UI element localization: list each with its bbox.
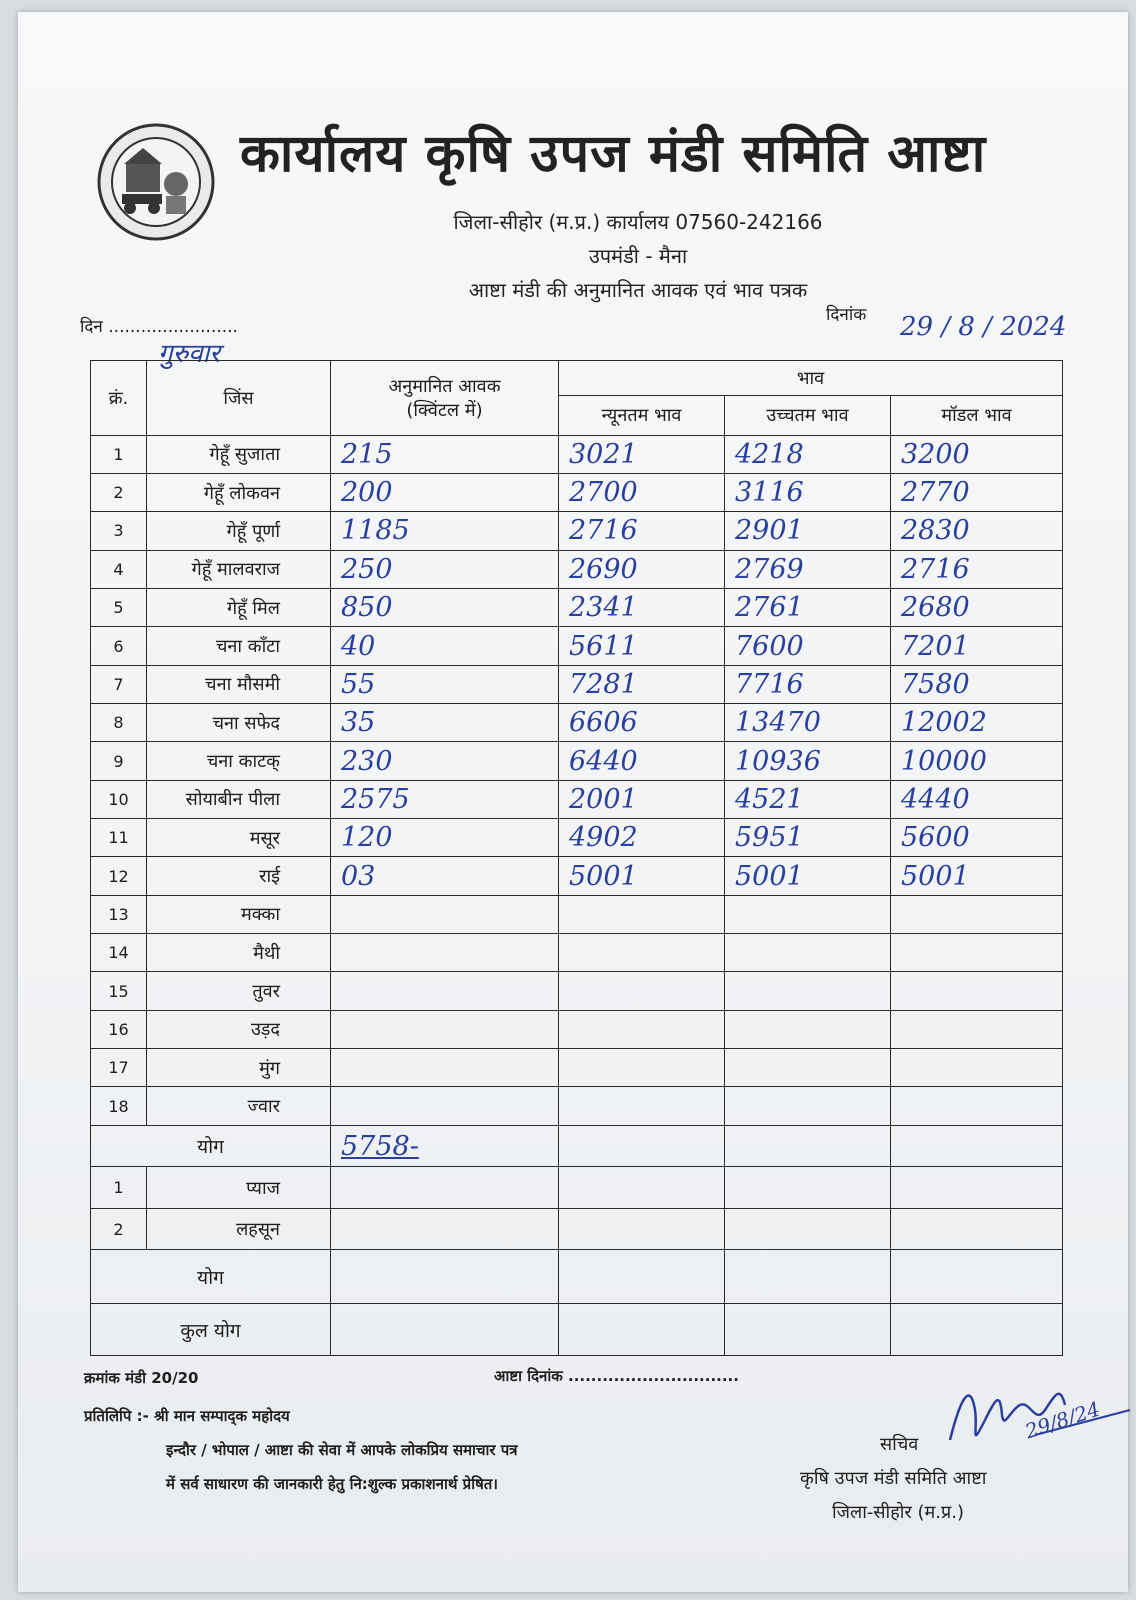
veg-crop: प्याज [147, 1167, 331, 1208]
row-arrival: 850 [331, 589, 559, 627]
veg-empty-cell [725, 1167, 891, 1208]
table-row [91, 857, 1063, 895]
copy-line-2: इन्दौर / भोपाल / आष्टा की सेवा में आपके लोकप्रिय समाचार पत्र [166, 1441, 518, 1459]
row-crop: सोयाबीन पीला [147, 780, 331, 818]
table-row [91, 780, 1063, 818]
row-min-price [559, 972, 725, 1010]
row-model-price: 2680 [891, 589, 1063, 627]
row-model-price: 2770 [891, 473, 1063, 511]
total-arrival: 5758- [331, 1125, 559, 1166]
row-min-price: 3021 [559, 435, 725, 473]
row-max-price [725, 895, 891, 933]
table-row [91, 895, 1063, 933]
row-crop: मक्का [147, 895, 331, 933]
row-crop: चना काटक् [147, 742, 331, 780]
row-min-price [559, 934, 725, 972]
copy-line-1: प्रतिलिपि :- श्री मान सम्पाद्क महोदय [84, 1407, 290, 1425]
arrival-unit: (क्विंटल में) [406, 399, 483, 421]
row-crop: तुवर [147, 972, 331, 1010]
table-row [91, 1049, 1063, 1087]
table-row [91, 589, 1063, 627]
col-header-sn: क्रं. [91, 361, 147, 436]
row-sn: 16 [91, 1010, 147, 1048]
row-max-price: 2769 [725, 550, 891, 588]
row-crop: उड़द [147, 1010, 331, 1048]
row-crop: चना सफेद [147, 704, 331, 742]
veg-body [91, 1167, 1063, 1250]
table-row [91, 665, 1063, 703]
row-sn: 11 [91, 819, 147, 857]
row-model-price: 2830 [891, 512, 1063, 550]
table-row [91, 512, 1063, 550]
row-sn: 3 [91, 512, 147, 550]
price-table [90, 360, 1063, 1356]
office-title: कार्यालय कृषि उपज मंडी समिति आष्टा [240, 124, 987, 184]
row-arrival: 120 [331, 819, 559, 857]
row-min-price: 2341 [559, 589, 725, 627]
veg-empty-cell [331, 1208, 559, 1249]
day-handwritten: गुरुवार [158, 339, 221, 369]
row-min-price: 4902 [559, 819, 725, 857]
row-crop: राई [147, 857, 331, 895]
row-arrival: 250 [331, 550, 559, 588]
veg-empty-cell [559, 1208, 725, 1249]
col-header-min: न्यूनतम भाव [559, 396, 725, 435]
row-min-price [559, 1087, 725, 1125]
row-min-price: 5611 [559, 627, 725, 665]
grand-total-arrival [331, 1304, 559, 1356]
table-row [91, 934, 1063, 972]
row-sn: 13 [91, 895, 147, 933]
row-model-price: 5001 [891, 857, 1063, 895]
row-arrival: 1185 [331, 512, 559, 550]
row-crop: गेहूँ लोकवन [147, 473, 331, 511]
row-max-price [725, 1087, 891, 1125]
row-arrival: 40 [331, 627, 559, 665]
row-min-price: 7281 [559, 665, 725, 703]
row-crop: गेहूँ मिल [147, 589, 331, 627]
veg-total-arrival [331, 1250, 559, 1304]
row-sn: 5 [91, 589, 147, 627]
row-sn: 1 [91, 435, 147, 473]
row-crop: गेहूँ पूर्णा [147, 512, 331, 550]
col-header-model: मॉडल भाव [891, 396, 1063, 435]
col-header-price: भाव [559, 361, 1063, 396]
copy-line-3: में सर्व साधारण की जानकारी हेतु नि:शुल्क प्रकाशनार्थ प्रेषित। [166, 1475, 498, 1493]
veg-row [91, 1167, 1063, 1208]
row-min-price [559, 1010, 725, 1048]
table-row [91, 1087, 1063, 1125]
row-min-price: 6440 [559, 742, 725, 780]
row-max-price [725, 1010, 891, 1048]
row-max-price: 3116 [725, 473, 891, 511]
veg-empty-cell [891, 1167, 1063, 1208]
row-min-price: 2001 [559, 780, 725, 818]
row-max-price [725, 1049, 891, 1087]
row-min-price: 2716 [559, 512, 725, 550]
ashta-date-line: आष्टा दिनांक .............................. [494, 1367, 739, 1385]
row-arrival [331, 895, 559, 933]
table-row [91, 435, 1063, 473]
row-max-price: 5001 [725, 857, 891, 895]
row-model-price [891, 934, 1063, 972]
row-max-price [725, 934, 891, 972]
row-sn: 9 [91, 742, 147, 780]
row-min-price [559, 1049, 725, 1087]
row-max-price: 13470 [725, 704, 891, 742]
table-row [91, 550, 1063, 588]
row-arrival [331, 934, 559, 972]
row-crop: चना मौसमी [147, 665, 331, 703]
row-model-price: 3200 [891, 435, 1063, 473]
row-model-price [891, 1010, 1063, 1048]
row-max-price: 5951 [725, 819, 891, 857]
row-model-price: 7201 [891, 627, 1063, 665]
row-sn: 12 [91, 857, 147, 895]
row-min-price [559, 895, 725, 933]
row-model-price: 10000 [891, 742, 1063, 780]
row-sn: 7 [91, 665, 147, 703]
row-model-price: 4440 [891, 780, 1063, 818]
sub-mandi-name: उपमंडी - मैना [588, 244, 688, 268]
table-row [91, 819, 1063, 857]
office-name: कृषि उपज मंडी समिति आष्टा [800, 1468, 987, 1489]
row-min-price: 2690 [559, 550, 725, 588]
row-arrival [331, 972, 559, 1010]
total-max [725, 1125, 891, 1166]
veg-total-label: योग [91, 1250, 331, 1304]
row-arrival: 2575 [331, 780, 559, 818]
table-body [91, 435, 1063, 1125]
grand-total-min [559, 1304, 725, 1356]
row-max-price: 10936 [725, 742, 891, 780]
row-model-price: 7580 [891, 665, 1063, 703]
row-crop: गेहूँ सुजाता [147, 435, 331, 473]
row-sn: 2 [91, 473, 147, 511]
veg-empty-cell [725, 1208, 891, 1249]
secretary-label: सचिव [880, 1434, 919, 1455]
ref-number: क्रमांक मंडी 20/20 [84, 1369, 199, 1387]
grand-total-label: कुल योग [91, 1304, 331, 1356]
row-crop: गेहूँ मालवराज [147, 550, 331, 588]
date-label: दिनांक [826, 305, 867, 325]
row-model-price: 12002 [891, 704, 1063, 742]
row-min-price: 2700 [559, 473, 725, 511]
table-row [91, 742, 1063, 780]
row-arrival: 55 [331, 665, 559, 703]
veg-row [91, 1208, 1063, 1249]
row-max-price [725, 972, 891, 1010]
date-handwritten: 29 / 8 / 2024 [900, 312, 1067, 342]
row-max-price: 4521 [725, 780, 891, 818]
row-arrival: 03 [331, 857, 559, 895]
row-arrival: 215 [331, 435, 559, 473]
veg-total-min [559, 1250, 725, 1304]
day-label: दिन ........................ [80, 317, 238, 337]
row-sn: 4 [91, 550, 147, 588]
table-row [91, 972, 1063, 1010]
row-max-price: 2761 [725, 589, 891, 627]
row-sn: 14 [91, 934, 147, 972]
row-max-price: 2901 [725, 512, 891, 550]
row-arrival: 230 [331, 742, 559, 780]
row-crop: मैथी [147, 934, 331, 972]
table-row [91, 473, 1063, 511]
row-arrival [331, 1049, 559, 1087]
veg-crop: लहसून [147, 1208, 331, 1249]
row-sn: 8 [91, 704, 147, 742]
col-header-arrival [331, 361, 559, 436]
row-max-price: 7716 [725, 665, 891, 703]
mandi-seal-logo [96, 122, 216, 242]
table-row [91, 627, 1063, 665]
row-arrival: 35 [331, 704, 559, 742]
signature-date: 29/8/24 [1022, 1396, 1103, 1444]
document-sheet [18, 12, 1128, 1592]
veg-empty-cell [891, 1208, 1063, 1249]
veg-sn: 1 [91, 1167, 147, 1208]
row-sn: 6 [91, 627, 147, 665]
office-address: जिला-सीहोर (म.प्र.) कार्यालय 07560-242166 [453, 210, 823, 234]
row-max-price: 7600 [725, 627, 891, 665]
grand-total-model [891, 1304, 1063, 1356]
row-model-price [891, 972, 1063, 1010]
office-district: जिला-सीहोर (म.प्र.) [832, 1502, 965, 1523]
row-sn: 17 [91, 1049, 147, 1087]
row-crop: चना काँटा [147, 627, 331, 665]
arrival-label: अनुमानित आवक [388, 375, 501, 397]
row-sn: 15 [91, 972, 147, 1010]
table-row [91, 1010, 1063, 1048]
row-arrival [331, 1010, 559, 1048]
total-label: योग [91, 1125, 331, 1166]
veg-sn: 2 [91, 1208, 147, 1249]
row-crop: मुंग [147, 1049, 331, 1087]
row-min-price: 6606 [559, 704, 725, 742]
row-sn: 10 [91, 780, 147, 818]
col-header-max: उच्चतम भाव [725, 396, 891, 435]
row-arrival: 200 [331, 473, 559, 511]
row-min-price: 5001 [559, 857, 725, 895]
veg-total-max [725, 1250, 891, 1304]
veg-total-model [891, 1250, 1063, 1304]
row-max-price: 4218 [725, 435, 891, 473]
row-sn: 18 [91, 1087, 147, 1125]
total-min [559, 1125, 725, 1166]
row-model-price [891, 895, 1063, 933]
row-crop: ज्वार [147, 1087, 331, 1125]
row-crop: मसूर [147, 819, 331, 857]
total-model [891, 1125, 1063, 1166]
grand-total-max [725, 1304, 891, 1356]
row-model-price [891, 1049, 1063, 1087]
sheet-subtitle: आष्टा मंडी की अनुमानित आवक एवं भाव पत्रक [468, 278, 808, 302]
row-model-price: 2716 [891, 550, 1063, 588]
row-model-price: 5600 [891, 819, 1063, 857]
row-arrival [331, 1087, 559, 1125]
col-header-crop: जिंस [147, 361, 331, 436]
table-row [91, 704, 1063, 742]
veg-empty-cell [559, 1167, 725, 1208]
veg-empty-cell [331, 1167, 559, 1208]
row-model-price [891, 1087, 1063, 1125]
